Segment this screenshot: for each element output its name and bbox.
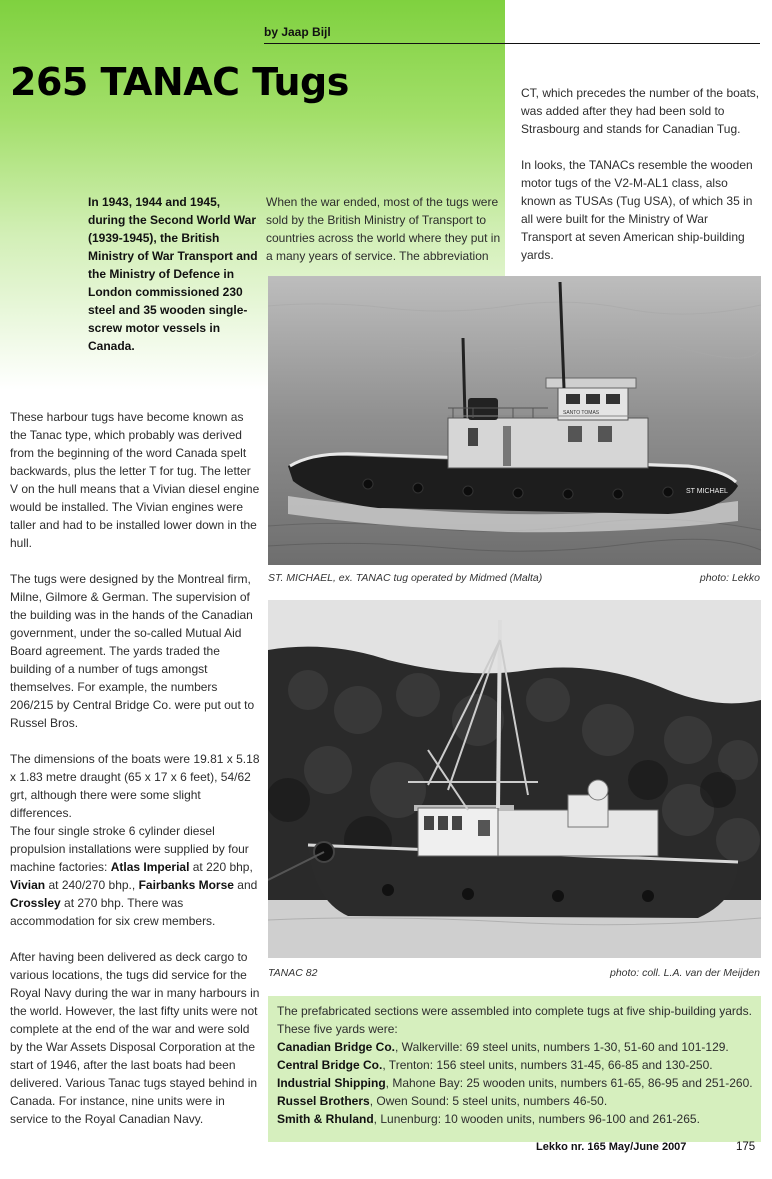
engines-text-4: and — [233, 878, 258, 892]
byline-rule — [264, 43, 760, 44]
tanac-82-tug-illustration — [268, 600, 761, 958]
shipyard-name: Canadian Bridge Co. — [277, 1040, 396, 1054]
photo-st-michael — [268, 276, 761, 565]
left-col-paragraph-3 — [10, 750, 260, 822]
engine-fairbanks: Fairbanks Morse — [138, 878, 234, 892]
intro-paragraph: In 1943, 1944 and 1945, during the Second World War (1939-1945), the British Ministry of War Transport and the Ministry of Defence in London commissioned 230 steel and 35 wooden single-screw motor vessels in Canada. — [88, 195, 258, 353]
photo1-credit: photo: Lekko — [699, 572, 760, 584]
shipyard-name: Russel Brothers — [277, 1094, 370, 1108]
shipyard-detail: , Walkerville: 69 steel units, numbers 1-30, 51-60 and 101-129. — [395, 1040, 729, 1054]
engines-text-5: at 270 bhp. There was accommodation for six crew members. — [10, 896, 216, 928]
article-title: 265 TANAC Tugs — [10, 60, 349, 104]
engine-atlas: Atlas Imperial — [110, 860, 190, 874]
shipyard-detail: , Mahone Bay: 25 wooden units, numbers 61-65, 86-95 and 251-260. — [385, 1076, 753, 1090]
right-column — [521, 84, 761, 282]
shipyard-entry — [277, 1056, 755, 1074]
photo2-caption: TANAC 82 — [268, 967, 318, 979]
mid-col-paragraph: When the war ended, most of the tugs were sold by the British Ministry of Transport to countries across the world where they put in a many years of service. The abbreviation — [266, 195, 501, 263]
shipyard-entry — [277, 1110, 755, 1128]
shipyards-box-text — [277, 1002, 755, 1128]
dimensions-text: The dimensions of the boats were 19.81 x 5.18 x 1.83 metre draught (65 x 17 x 6 feet), 54/62 grt, although there were some slight differences. — [10, 752, 260, 820]
shipyard-name: Industrial Shipping — [277, 1076, 386, 1090]
shipyard-entry — [277, 1074, 755, 1092]
shipyard-name: Smith & Rhuland — [277, 1112, 374, 1126]
shipyards-intro-2: These five yards were: — [277, 1022, 398, 1036]
shipyards-intro-1: The prefabricated sections were assembled into complete tugs at five ship-building yards. — [277, 1004, 752, 1018]
st-michael-tug-illustration — [268, 276, 761, 565]
left-col-paragraph-1: These harbour tugs have become known as the Tanac type, which probably was derived from the beginning of the word Canada spelt backwards, plus the letter T for tug. The letter V on the hull means that a Vivian diesel engine would be installed. The Vivian engines were taller and had to be installed lower down in the hull. — [10, 410, 260, 550]
photo1-caption: ST. MICHAEL, ex. TANAC tug operated by Midmed (Malta) — [268, 572, 543, 584]
wheelhouse-name-text: SANTO TOMAS — [563, 410, 600, 416]
shipyard-detail: , Lunenburg: 10 wooden units, numbers 96-100 and 261-265. — [373, 1112, 700, 1126]
left-column — [10, 408, 260, 1146]
page-number: 175 — [736, 1141, 756, 1153]
shipyard-detail: , Owen Sound: 5 steel units, numbers 46-50. — [369, 1094, 608, 1108]
engine-crossley: Crossley — [10, 896, 61, 910]
middle-column — [266, 193, 506, 283]
left-col-paragraph-4 — [10, 822, 260, 930]
shipyard-entry — [277, 1038, 755, 1056]
photo2-credit: photo: coll. L.A. van der Meijden — [609, 967, 760, 979]
engines-text: The four single stroke 6 cylinder diesel propulsion installations were supplied by four machine factories: — [10, 824, 249, 874]
shipyard-detail: , Trenton: 156 steel units, numbers 31-45, 66-85 and 130-250. — [382, 1058, 713, 1072]
engines-text-3: at 240/270 bhp., — [45, 878, 139, 892]
left-col-paragraph-5: After having been delivered as deck cargo to various locations, the tugs did service for the Royal Navy during the war in many harbours in the world. However, the last fifty units were not complete at the end of the war and were sold by the War Assets Disposal Corporation at the start of 1946, after the last boats had been delivered. Various Tanac tugs stayed behind in Canada. For instance, nine units were in service to the Royal Canadian Navy. — [10, 950, 260, 1126]
right-col-paragraph-1: CT, which precedes the number of the boats, was added after they had been sold to Strasbourg and stands for Canadian Tug. — [521, 86, 760, 136]
byline: by Jaap Bijl — [264, 25, 331, 39]
engine-vivian: Vivian — [10, 878, 46, 892]
shipyards-box — [268, 996, 761, 1142]
photo-tanac-82 — [268, 600, 761, 958]
hull-name-text: ST MICHAEL — [686, 488, 728, 495]
shipyard-entry — [277, 1092, 755, 1110]
engines-text-2: at 220 bhp, — [189, 860, 253, 874]
left-col-paragraph-2: The tugs were designed by the Montreal firm, Milne, Gilmore & German. The supervision of the building was in the hands of the Canadian government, under the so-called Mutual Aid Board agreement. The yards traded the building of a number of tugs amongst themselves. For example, the numbers 206/215 by Central Bridge Co. were put out to Russel Bros. — [10, 572, 255, 730]
shipyard-name: Central Bridge Co. — [277, 1058, 383, 1072]
right-col-paragraph-2: In looks, the TANACs resemble the wooden motor tugs of the V2-M-AL1 class, also known as TUSAs (Tug USA), of which 35 in all were built for the Ministry of War Transport at seven American ship-building yards. — [521, 158, 753, 262]
footer-issue: Lekko nr. 165 May/June 2007 — [536, 1141, 687, 1153]
